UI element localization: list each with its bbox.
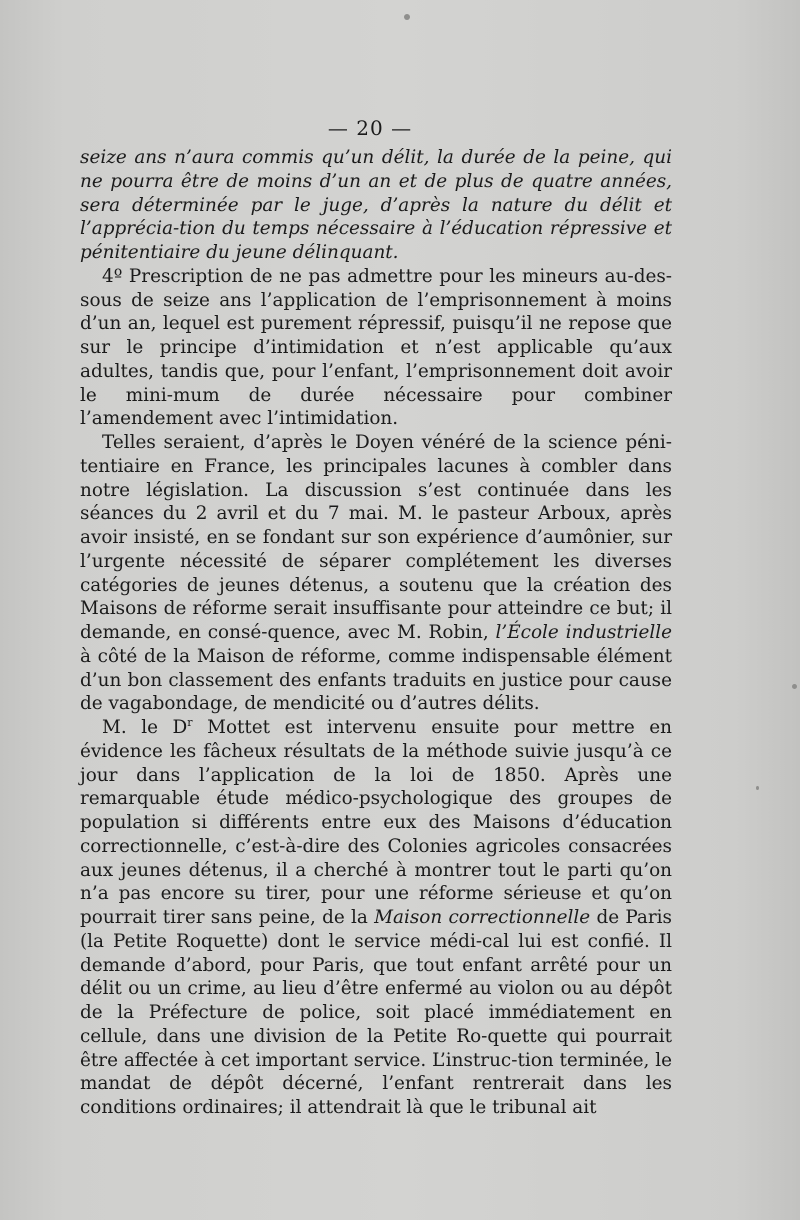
paragraph-prescription: 4º Prescription de ne pas admettre pour les mineurs au-des-sous de seize ans l’application de l’emprisonnement à moins d’un an, lequel est purement répressif, puisqu’il ne repose que sur le principe d’intimidation et n’est applicable qu’aux adultes, tandis que, pour l’enfant, l’emprisonnement doit avoir le mini-mum de durée nécessaire pour combiner l’amendement avec l’intimidation. <box>80 265 672 430</box>
paper-speck <box>756 786 759 790</box>
emphasis-text: l’École industrielle <box>495 622 672 643</box>
body-text <box>80 146 672 1120</box>
paragraph-text: Telles seraient, d’après le Doyen vénéré de la science péni-tentiaire en France, les principales lacunes à combler dans notre législation. La discussion s’est continuée dans les séances du 2 avril et du 7 mai. M. le pasteur Arboux, après avoir insisté, en se fondant sur son expérience d’aumônier, sur l’urgente nécessité de séparer complétement les diverses catégories de jeunes détenus, a soutenu que la création des Maisons de réforme serait insuffisante pour atteindre ce but; il demande, en consé-quence, avec M. Robin, <box>80 432 672 643</box>
paper-speck <box>404 14 410 20</box>
paragraph-text: de Paris (la Petite Roquette) dont le service médi-cal lui est confié. Il demande d’abord, pour Paris, que tout enfant arrêté pour un délit ou un crime, au lieu d’être enfermé au violon ou au dépôt de la Préfecture de police, soit placé immédiatement en cellule, dans une division de la Petite Ro-quette qui pourrait être affectée à cet important service. L’instruc-tion terminée, le mandat de dépôt décerné, l’enfant rentrerait dans les conditions ordinaires; il attendrait là que le tribunal ait <box>80 907 672 1118</box>
paragraph-discussion <box>80 431 672 716</box>
paragraph-text: M. le D <box>102 717 188 738</box>
page-number: — 20 — <box>327 116 413 140</box>
superscript: r <box>187 715 193 729</box>
emphasis-text: Maison correctionnelle <box>374 907 591 928</box>
paragraph-text: à côté de la Maison de réforme, comme indispensable élément d’un bon classement des enfants traduits en justice pour cause de vagabondage, de mendicité ou d’autres délits. <box>80 645 672 715</box>
paper-speck <box>792 684 797 689</box>
paragraph-continuation: seize ans n’aura commis qu’un délit, la durée de la peine, qui ne pourra être de moins d’un an et de plus de quatre années, sera déterminée par le juge, d’après la nature du délit et l’apprécia-tion du temps nécessaire à l’éducation répressive et pénitentiaire du jeune délinquant. <box>80 147 672 263</box>
paragraph-text: Mottet est intervenu ensuite pour mettre en évidence les fâcheux résultats de la méthode suivie jusqu’à ce jour dans l’application de la loi de 1850. Après une remarquable étude médico-psychologique des groupes de population si différents entre eux des Maisons d’éducation correctionnelle, c’est-à-dire des Colonies agricoles consacrées aux jeunes détenus, il a cherché à montrer tout le parti qu’on n’a pas encore su tirer, pour une réforme sérieuse et qu’on pourrait tirer sans peine, de la <box>80 717 672 928</box>
paragraph-mottet <box>80 716 672 1120</box>
